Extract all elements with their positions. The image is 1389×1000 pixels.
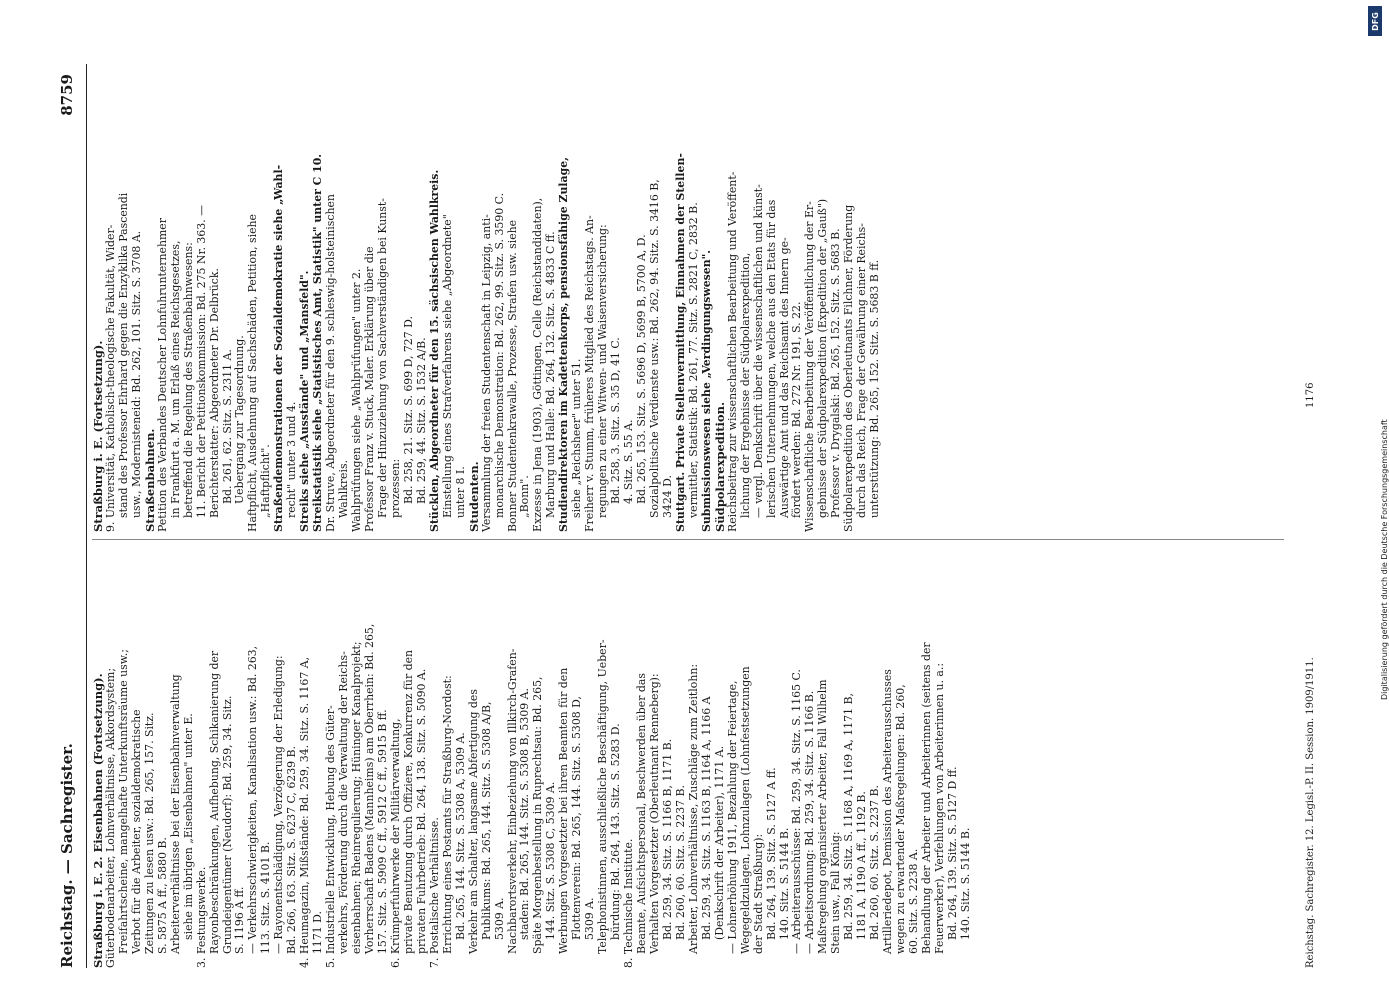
index-line: Freifahrtscheine, mangelhafte Unterkunftsräume usw.;: [116, 649, 130, 954]
index-line: siehe im übrigen „Eisenbahnen" unter E.: [181, 713, 195, 940]
header-rule: [86, 64, 87, 968]
dfg-funding-note: Digitalisierung gefördert durch die Deutsche Forschungsgemeinschaft: [1380, 419, 1389, 700]
index-line: Bd. 261, 62. Sitz. S. 2311 A.: [220, 349, 234, 504]
index-line: 3. Festungswerke.: [194, 866, 208, 968]
index-column-right: [92, 102, 1284, 532]
index-line: Freiherr v. Stumm, früheres Mitglied des Reichstags. An-: [583, 215, 597, 532]
index-line: 11. Bericht der Petitionskommission: Bd. 275 Nr. 363. —: [194, 205, 208, 518]
index-line: Einstellung eines Strafverfahrens siehe „Abgeordnete": [440, 214, 454, 518]
index-line: privaten Fuhrbetrieb: Bd. 264, 138. Sitz. S. 5090 A.: [414, 668, 428, 954]
index-line: 9. Universität, Katholisch-theologische Fakultät, Wider-: [103, 224, 117, 532]
index-line: — Verkehrsschwierigkeiten, Kanalisation usw.: Bd. 263,: [246, 645, 260, 954]
index-line: — Arbeiterausschüsse: Bd. 259, 34. Sitz. S. 1165 C.: [790, 669, 804, 954]
index-line: 140. Sitz. S. 5144 B.: [777, 827, 791, 940]
index-line: Bd. 264, 139. Sitz. S. 5127 A ff.: [764, 767, 778, 940]
footer-number-text: 1176: [1305, 382, 1316, 408]
index-line: Exzesse in Jena (1903), Göttingen, Celle (Reichstandidaten),: [531, 197, 545, 532]
index-line: 157. Sitz. S. 5909 C ff., 5912 C ff., 5915 B ff.: [375, 709, 389, 954]
index-line: Sozialpolitische Verdienste usw.: Bd. 262, 94. Sitz. S. 3416 B,: [647, 179, 661, 518]
index-line: Arbeiterverhältnisse bei der Eisenbahnverwaltung: [168, 674, 182, 954]
index-line: Professor Franz v. Stuck, Maler. Erklärung über die: [363, 246, 377, 532]
index-line: Versammlung der freien Studentenschaft in Leipzig, anti-: [479, 214, 493, 532]
index-line: Behandlung der Arbeiter und Arbeiterinnen (seitens der: [920, 642, 933, 954]
index-line: regungen zu einer Witwen- und Waisenversicherung:: [596, 224, 610, 518]
index-line: — Arbeitsordnung: Bd. 259, 34. Sitz. S. 1166 B.: [803, 690, 817, 954]
index-line: usw., Modernisteneid: Bd. 262, 101. Sitz. S. 3708 A.: [129, 230, 143, 518]
index-line: Bd. 265, 144. Sitz. S. 5308 A, 5309 A.: [453, 732, 467, 940]
index-line: 5309 A.: [492, 897, 506, 940]
index-line: 1181 A, 1190 A ff., 1192 B.: [855, 791, 869, 940]
index-line: Bd. 259, 34. Sitz. S. 1166 B, 1171 B.: [660, 738, 674, 940]
running-head-text: Reichstag. — Sachregister.: [58, 743, 76, 968]
index-line: durch das Reich, Frage der Gewährung einer Reichs-: [855, 223, 869, 518]
index-line: wegen zu erwartender Maßregelungen: Bd. 260,: [894, 684, 908, 954]
index-line: — Rayonentschädigung, Verzögerung der Erledigung:: [272, 655, 286, 954]
index-line: Publikums: Bd. 265, 144. Sitz. S. 5308 A/B,: [479, 701, 493, 940]
index-line: verkehrs, Förderung durch die Verwaltung der Reichs-: [337, 651, 351, 954]
index-line: Straßenbahnen.: [142, 428, 157, 532]
index-line: unter 8 I.: [453, 466, 467, 518]
column-divider: [92, 539, 1284, 540]
index-line: Zeitungen zu lesen usw.: Bd. 265, 157. Sitz.: [142, 712, 156, 954]
index-line: Studenten.: [466, 461, 481, 532]
index-line: Stuttgart. Private Stellenvermittlung, Einnahmen der Stellen-: [673, 153, 687, 532]
index-line: eisenbahnen; Rheinregulierung; Hüninger Kanalprojekt;: [350, 641, 364, 954]
index-line: Professor v. Drygalski: Bd. 265, 152. Sitz. S. 5683 B.: [829, 228, 843, 518]
index-line: Bd. 265, 153. Sitz. S. 5696 D, 5699 B, 5700 A, D.: [635, 234, 649, 504]
index-line: 3424 D.: [660, 475, 674, 518]
rotated-page: [52, 64, 1324, 968]
index-line: (Denkschrift der Arbeiter), 1171 A.: [712, 745, 726, 940]
index-line: Studiendirektoren im Kadettenkorps, pensionsfähige Zulage,: [557, 157, 571, 532]
index-line: private Benutzung durch Offiziere, Konkurrenz für den: [401, 649, 415, 954]
index-line: Wahlkreis.: [337, 459, 351, 518]
index-line: Feuerwerker), Verfehlungen von Arbeiterinnen u. a.:: [932, 662, 946, 954]
page-number-text: 8759: [58, 74, 76, 116]
index-line: Flottenverein: Bd. 265, 144. Sitz. S. 5308 D,: [570, 696, 584, 940]
index-line: der Stadt Straßburg):: [751, 833, 765, 954]
index-line: gebnisse der Südpolarexpedition (Expedition der „Gauß"): [816, 198, 830, 518]
index-line: recht" unter 3 und 4.: [285, 401, 299, 518]
index-line: in Frankfurt a. M. um Erlaß eines Reichsgesetzes,: [168, 240, 182, 518]
index-line: Stein usw., Fall König:: [829, 831, 843, 954]
index-line: 8. Technische Institute.: [622, 838, 636, 968]
index-line: Maßregelung organisierter Arbeiter, Fall Wilhelm: [816, 679, 830, 954]
index-line: lichung der Ergebnisse der Südpolarexpedition,: [738, 252, 752, 518]
footer-imprint-text: Reichstag. Sachregister. 12. Legisl.-P. II. Session. 1909/1911.: [1305, 657, 1316, 968]
index-line: 7. Postalische Verhältnisse.: [427, 817, 441, 968]
index-line: lerischen Unternehmungen, welche aus den Etats für das: [764, 199, 778, 518]
index-line: Südpolarexpedition.: [712, 402, 727, 532]
index-line: monarchische Demonstration: Bd. 262, 99. Sitz. S. 3590 C.: [492, 192, 506, 518]
page-number: [58, 74, 82, 194]
index-line: Güterbodenarbeiter, Lohnverhältnisse, Akkordsystem;: [103, 667, 117, 968]
index-line: 4. Sitz. S. 55 A.: [622, 419, 636, 504]
index-line: Bd. 258, 3. Sitz. S. 35 D, 41 C.: [609, 337, 623, 504]
index-line: betreffend die Regelung des Straßenbahnwesens:: [181, 242, 195, 518]
index-line: Wahlprüfungen siehe „Wahlprüfungen" unter 2.: [350, 268, 364, 532]
index-line: S. 5875 A ff., 5880 B.: [155, 837, 169, 954]
index-line: Petition des Verbandes Deutscher Lohnfuhrunternehmer: [155, 218, 169, 532]
index-line: Bd. 259, 44. Sitz. S. 1532 A/B.: [414, 337, 428, 504]
index-line: Errichtung eines Postamts für Straßburg-Nordost:: [440, 675, 454, 954]
index-line: 60. Sitz. S. 2238 A.: [907, 848, 921, 954]
index-line: Verkehr am Schalter, langsame Abfertigung des: [466, 689, 480, 954]
index-line: Berichterstatter: Abgeordneter Dr. Delbrück.: [207, 268, 221, 518]
index-line: Marburg und Halle: Bd. 264, 132. Sitz. S. 4833 C ff.: [544, 231, 558, 518]
index-line: Bd. 259, 34. Sitz. S. 1168 A, 1169 A, 1171 B,: [842, 693, 856, 940]
index-line: Wegegeldzulagen, Lohnzulagen (Lohnfestsetzungen: [738, 666, 752, 954]
index-line: Straßendemonstrationen der Sozialdemokratie siehe „Wahl-: [272, 164, 286, 532]
index-line: — vergl. Denkschrift über die wissenschaftlichen und künst-: [751, 184, 765, 518]
index-line: „Haftpflicht".: [259, 444, 273, 518]
index-line: Wissenschaftliche Bearbeitung der Veröffentlichung der Er-: [803, 201, 817, 532]
index-line: — Lohnerhöhung 1911, Bezahlung der Feiertage,: [725, 680, 739, 954]
index-line: Verbot für die Arbeiter, sozialdemokratische: [129, 709, 143, 954]
index-line: Werbungen Vorgesetzter bei ihren Beamten für den: [557, 667, 571, 954]
index-line: 5. Industrielle Entwicklung, Hebung des Güter-: [324, 705, 338, 968]
index-line: Dr. Struve, Abgeordneter für den 9. schleswig-holsteinischen: [324, 194, 338, 532]
index-line: Stücklen, Abgeordneter für den 15. sächsischen Wahlkreis.: [427, 169, 441, 532]
index-line: siehe „Reichsheer" unter 51.: [570, 358, 584, 518]
index-line: Bd. 260, 60. Sitz. S. 2237 B.: [868, 784, 882, 940]
index-line: Grundeigentümer (Neudorf): Bd. 259, 34. Sitz.: [220, 695, 234, 954]
index-line: Haftpflicht, Ausdehnung auf Sachschäden, Petition, siehe: [246, 214, 260, 532]
index-line: Bd. 258, 21. Sitz. S. 699 D, 727 D.: [401, 316, 415, 504]
index-line: 1171 D.: [311, 911, 325, 954]
index-line: Bd. 264, 139. Sitz. S. 5127 D ff.: [945, 766, 959, 940]
index-line: Frage der Hinzuziehung von Sachverständigen bei Kunst-: [375, 198, 389, 518]
index-line: Straßburg i. E. 2. Eisenbahnen (Fortsetzung).: [91, 673, 105, 968]
index-line: 4. Heumagazin, Mißstände: Bd. 259, 34. Sitz. S. 1167 A,: [298, 656, 312, 968]
index-line: stand des Professor Ehrhard gegen die Enzyklika Pascendi: [116, 192, 130, 518]
index-line: Streiks siehe „Ausstände" und „Mansfeld".: [298, 270, 312, 532]
index-line: Südpolarexpedition des Oberleutnants Filchner, Förderung: [842, 204, 856, 532]
footer-number: [1305, 383, 1316, 408]
index-line: Späte Morgenbestellung in Ruprechtsau: Bd. 265,: [531, 676, 545, 954]
index-line: 5309 A.: [583, 897, 597, 940]
index-line: Rayonbeschränkungen, Aufhebung, Schikanierung der: [207, 650, 221, 954]
index-line: Artilleriedepot, Demission des Arbeiterausschusses: [881, 669, 895, 954]
index-column-left: [92, 548, 1284, 968]
index-line: Nachbarortsverkehr, Einbeziehung von Illkirch-Grafen-: [505, 648, 519, 954]
index-line: Uebergang zur Tagesordnung.: [233, 335, 247, 504]
index-line: Arbeiter, Lohnverhältnisse, Zuschläge zum Zeitlohn:: [686, 663, 700, 954]
index-line: Reichsbeitrag zur wissenschaftlichen Bearbeitung und Veröffent-: [725, 171, 739, 532]
index-line: Submissionswesen siehe „Verdingungswesen".: [699, 249, 713, 532]
footer-imprint: [1305, 657, 1316, 968]
index-line: Verhalten Vorgesetzter (Oberleutnant Renneberg):: [647, 673, 661, 954]
index-line: Bd. 260, 60. Sitz. S. 2237 B.: [673, 784, 687, 940]
index-line: 144. Sitz. S. 5308 C, 5309 A.: [544, 781, 558, 940]
index-line: Bd. 259, 34. Sitz. S. 1163 B, 1164 A, 1166 A: [699, 696, 713, 940]
index-line: 113. Sitz. S. 4101 B.: [259, 841, 273, 954]
index-line: Vorherrschaft Badens (Mannheims) am Oberrhein: Bd. 265,: [363, 623, 377, 954]
index-line: vermittler, Statistik: Bd. 261, 77. Sitz. S. 2821 C, 2832 B.: [686, 202, 700, 518]
index-line: unterstützung: Bd. 265, 152. Sitz. S. 5683 B ff.: [868, 259, 882, 518]
index-line: Bonner Studentenkrawalle, Prozesse, Strafen usw. siehe: [505, 219, 519, 532]
index-line: bürdung: Bd. 264, 143. Sitz. S. 5283 D.: [609, 723, 623, 940]
index-line: 6. Krümperfuhrwerke der Militärverwaltung,: [388, 718, 402, 968]
index-line: staden: Bd. 265, 144. Sitz. S. 5308 B, 5309 A.: [518, 688, 532, 940]
dfg-logo-text: DFG: [1370, 11, 1380, 31]
index-line: fördert werden: Bd. 272 Nr. 191, S. 22.: [790, 301, 804, 518]
index-line: Straßburg i. E. (Fortsetzung).: [91, 340, 105, 532]
index-line: 140. Sitz. S. 5144 B.: [958, 827, 972, 940]
index-line: Telephonistinnen, ausschließliche Beschäftigung, Ueber-: [596, 639, 610, 954]
index-line: Auswärtige Amt und das Reichsamt des Innern ge-: [777, 237, 791, 518]
index-line: S. 1196 A ff.: [233, 886, 247, 954]
index-line: prozessen:: [388, 458, 402, 518]
index-line: „Bonn".: [518, 475, 532, 518]
running-head: [58, 348, 82, 968]
index-line: Bd. 266, 163. Sitz. S. 6237 C, 6239 B.: [285, 746, 299, 954]
index-line: Beamte, Aufsichtspersonal, Beschwerden über das: [635, 673, 649, 954]
index-line: Streikstatistik siehe „Statistisches Amt, Statistik" unter C 10.: [311, 153, 325, 532]
dfg-logo: [1368, 6, 1382, 36]
